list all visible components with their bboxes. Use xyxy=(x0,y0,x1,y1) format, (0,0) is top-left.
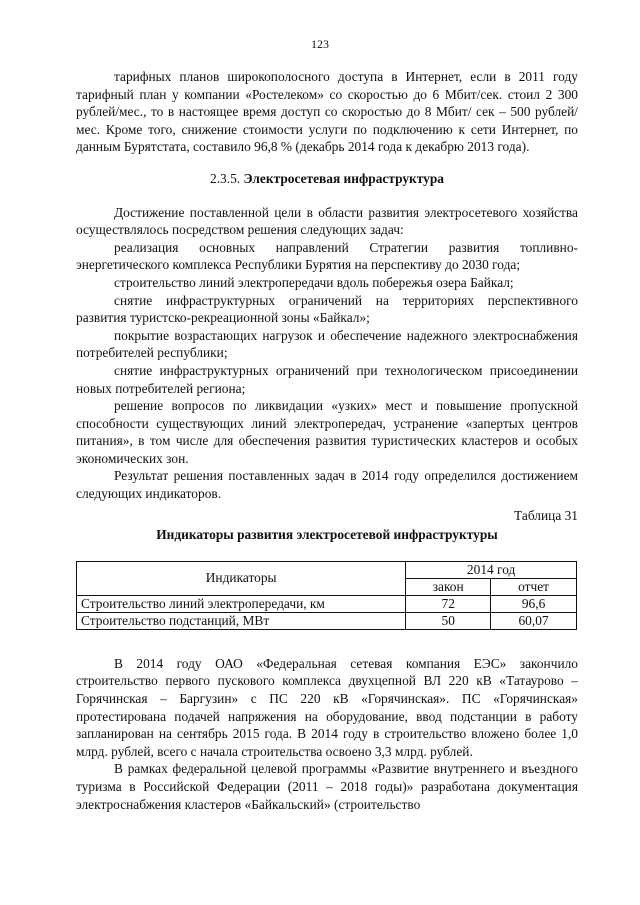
task-item: строительство линий электропередачи вдоль побережья озера Байкал; xyxy=(114,274,514,290)
task-item: снятие инфраструктурных ограничений при технологическом присоединении новых потребителей региона; xyxy=(76,362,578,396)
paragraph: В 2014 году ОАО «Федеральная сетевая компания ЕЭС» закончило строительство первого пускового комплекса двухцепной ВЛ 220 кВ «Татаурово – Горячинская – Баргузин» с ПС 220 кВ «Горячинская». ПС «Горячинская» протестирована подачей напряжения на оборудование, ввод подстанции в работу запланирован на сентябрь 2015 года. В 2014 году в строительство вложено более 1,0 млрд. рублей, всего с начала строительства освоено 3,3 млрд. рублей. xyxy=(76,655,578,759)
section-number: 2.3.5. xyxy=(210,170,241,186)
report-cell: 96,6 xyxy=(491,595,577,612)
indicator-cell: Строительство подстанций, МВт xyxy=(77,612,406,629)
table-title: Индикаторы развития электросетевой инфраструктуры xyxy=(156,527,498,543)
task-item: реализация основных направлений Стратегии развития топливно-энергетического комплекса Республики Бурятия на перспективу до 2030 года; xyxy=(76,239,578,273)
page-number: 123 xyxy=(311,37,329,51)
task-item: снятие инфраструктурных ограничений на территориях перспективного развития туристско-рекреационной зоны «Байкал»; xyxy=(76,292,578,326)
indicators-table xyxy=(76,561,577,630)
paragraph: Достижение поставленной цели в области развития электросетевого хозяйства осуществлялось посредством решения следующих задач: xyxy=(76,204,578,238)
header-year: 2014 год xyxy=(406,561,577,578)
paragraph: В рамках федеральной целевой программы «Развитие внутреннего и въездного туризма в Российской Федерации (2011 – 2018 годы)» разработана документация электроснабжения кластеров «Байкальский» (строительство xyxy=(76,761,578,812)
page-content xyxy=(76,68,578,813)
task-item: покрытие возрастающих нагрузок и обеспечение надежного электроснабжения потребителей республики; xyxy=(76,327,578,361)
report-cell: 60,07 xyxy=(491,612,577,629)
table-row xyxy=(77,612,577,629)
table-row xyxy=(77,595,577,612)
indicator-cell: Строительство линий электропередачи, км xyxy=(77,595,406,612)
header-law: закон xyxy=(406,578,491,595)
header-indicators: Индикаторы xyxy=(77,561,406,595)
table-label: Таблица 31 xyxy=(514,507,578,523)
paragraph: Результат решения поставленных задач в 2014 году определился достижением следующих индикаторов. xyxy=(76,468,578,502)
table-header-row xyxy=(77,561,577,578)
task-item: решение вопросов по ликвидации «узких» мест и повышение пропускной способности существующих линий электропередач, устранение «запертых центров питания», в том числе для обеспечения развития туристических кластеров и особых экономических зон. xyxy=(76,398,578,466)
section-heading xyxy=(76,170,578,188)
intro-paragraph: тарифных планов широкополосного доступа в Интернет, если в 2011 году тарифный план у компании «Ростелеком» со скоростью до 6 Мбит/сек. стоил 2 300 рублей/мес., то в настоящее время доступ со скоростью до 8 Мбит/ сек – 500 рублей/мес. Кроме того, снижение стоимости услуги по подключению к сети Интернет, по данным Бурятстата, составило 96,8 % (декабрь 2014 года к декабрю 2013 года). xyxy=(76,69,578,155)
law-cell: 72 xyxy=(406,595,491,612)
section-title: Электросетевая инфраструктура xyxy=(243,170,444,186)
law-cell: 50 xyxy=(406,612,491,629)
header-report: отчет xyxy=(491,578,577,595)
